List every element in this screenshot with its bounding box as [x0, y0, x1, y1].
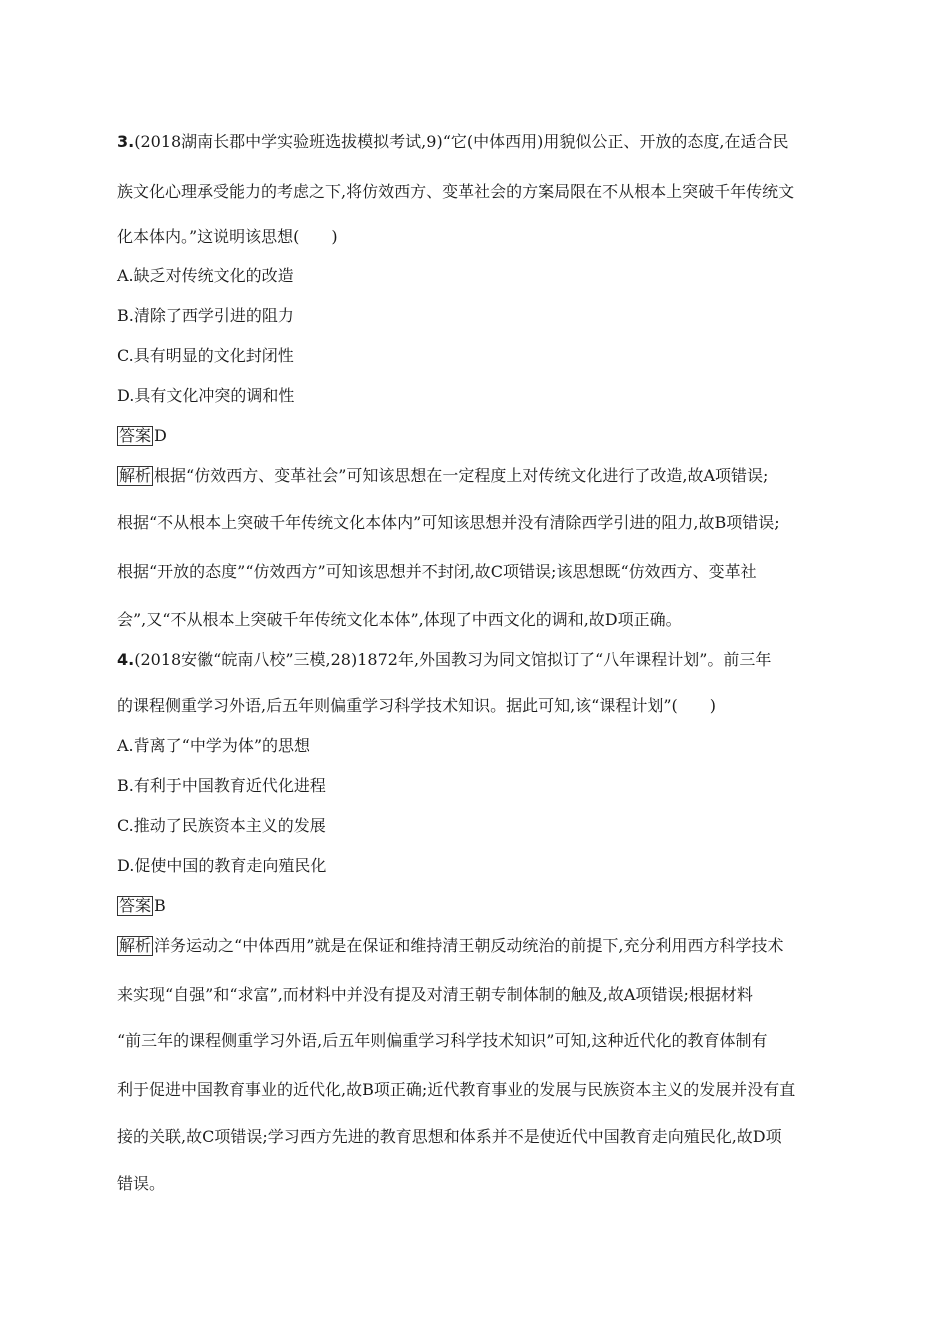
analysis-label: 解析: [119, 466, 152, 485]
analysis-line-4: 会”,又“不从根本上突破千年传统文化本体”,体现了中西文化的调和,故D项正确。: [117, 610, 682, 629]
analysis-text: 根据“仿效西方、变革社会”可知该思想在一定程度上对传统文化进行了改造,故A项错误;: [154, 466, 769, 485]
question-4-stem-line-2: 的课程侧重学习外语,后五年则偏重学习科学技术知识。据此可知,该“课程计划”( ): [117, 696, 717, 715]
option-a: A.背离了“中学为体”的思想: [117, 736, 311, 755]
analysis-line-2: 来实现“自强”和“求富”,而材料中并没有提及对清王朝专制体制的触及,故A项错误;根据材料: [117, 985, 753, 1004]
analysis-line-6: 错误。: [117, 1174, 166, 1193]
analysis-line-2: 根据“不从根本上突破千年传统文化本体内”可知该思想并没有清除西学引进的阻力,故B项错误;: [117, 513, 780, 532]
option-c: C.推动了民族资本主义的发展: [117, 816, 326, 835]
question-stem-text: (2018湖南长郡中学实验班选拔模拟考试,9)“它(中体西用)用貌似公正、开放的态度,在适合民: [134, 132, 789, 151]
option-b: B.有利于中国教育近代化进程: [117, 776, 326, 795]
option-b: B.清除了西学引进的阻力: [117, 306, 294, 325]
question-number: 4.: [117, 650, 135, 669]
option-c: C.具有明显的文化封闭性: [117, 346, 294, 365]
question-number: 3.: [117, 132, 135, 151]
analysis-text: 洋务运动之“中体西用”就是在保证和维持清王朝反动统治的前提下,充分利用西方科学技术: [154, 936, 784, 955]
answer-value: B: [154, 896, 166, 915]
analysis-line-1: [117, 936, 783, 956]
analysis-line-1: [117, 466, 768, 486]
answer-row: [117, 896, 166, 916]
analysis-line-3: “前三年的课程侧重学习外语,后五年则偏重学习科学技术知识”可知,这种近代化的教育体制有: [117, 1031, 768, 1050]
answer-row: [117, 426, 167, 446]
option-d: D.促使中国的教育走向殖民化: [117, 856, 327, 875]
analysis-line-4: 利于促进中国教育事业的近代化,故B项正确;近代教育事业的发展与民族资本主义的发展并没有直: [117, 1080, 796, 1099]
question-3-stem-line-2: 族文化心理承受能力的考虑之下,将仿效西方、变革社会的方案局限在不从根本上突破千年传统文: [117, 182, 795, 201]
question-4-stem-line-1: [117, 650, 771, 670]
analysis-label: 解析: [119, 936, 152, 955]
analysis-line-3: 根据“开放的态度”“仿效西方”可知该思想并不封闭,故C项错误;该思想既“仿效西方、变革社: [117, 562, 757, 581]
question-stem-text: (2018安徽“皖南八校”三模,28)1872年,外国教习为同文馆拟订了“八年课程计划”。前三年: [134, 650, 772, 669]
question-3-stem-line-3: 化本体内。”这说明该思想( ): [117, 227, 338, 246]
answer-label: 答案: [119, 896, 152, 915]
question-3-stem-line-1: [117, 132, 788, 152]
option-a: A.缺乏对传统文化的改造: [117, 266, 294, 285]
analysis-line-5: 接的关联,故C项错误;学习西方先进的教育思想和体系并不是使近代中国教育走向殖民化,故D项: [117, 1127, 782, 1146]
answer-value: D: [154, 426, 167, 445]
option-d: D.具有文化冲突的调和性: [117, 386, 295, 405]
answer-label: 答案: [119, 426, 152, 445]
